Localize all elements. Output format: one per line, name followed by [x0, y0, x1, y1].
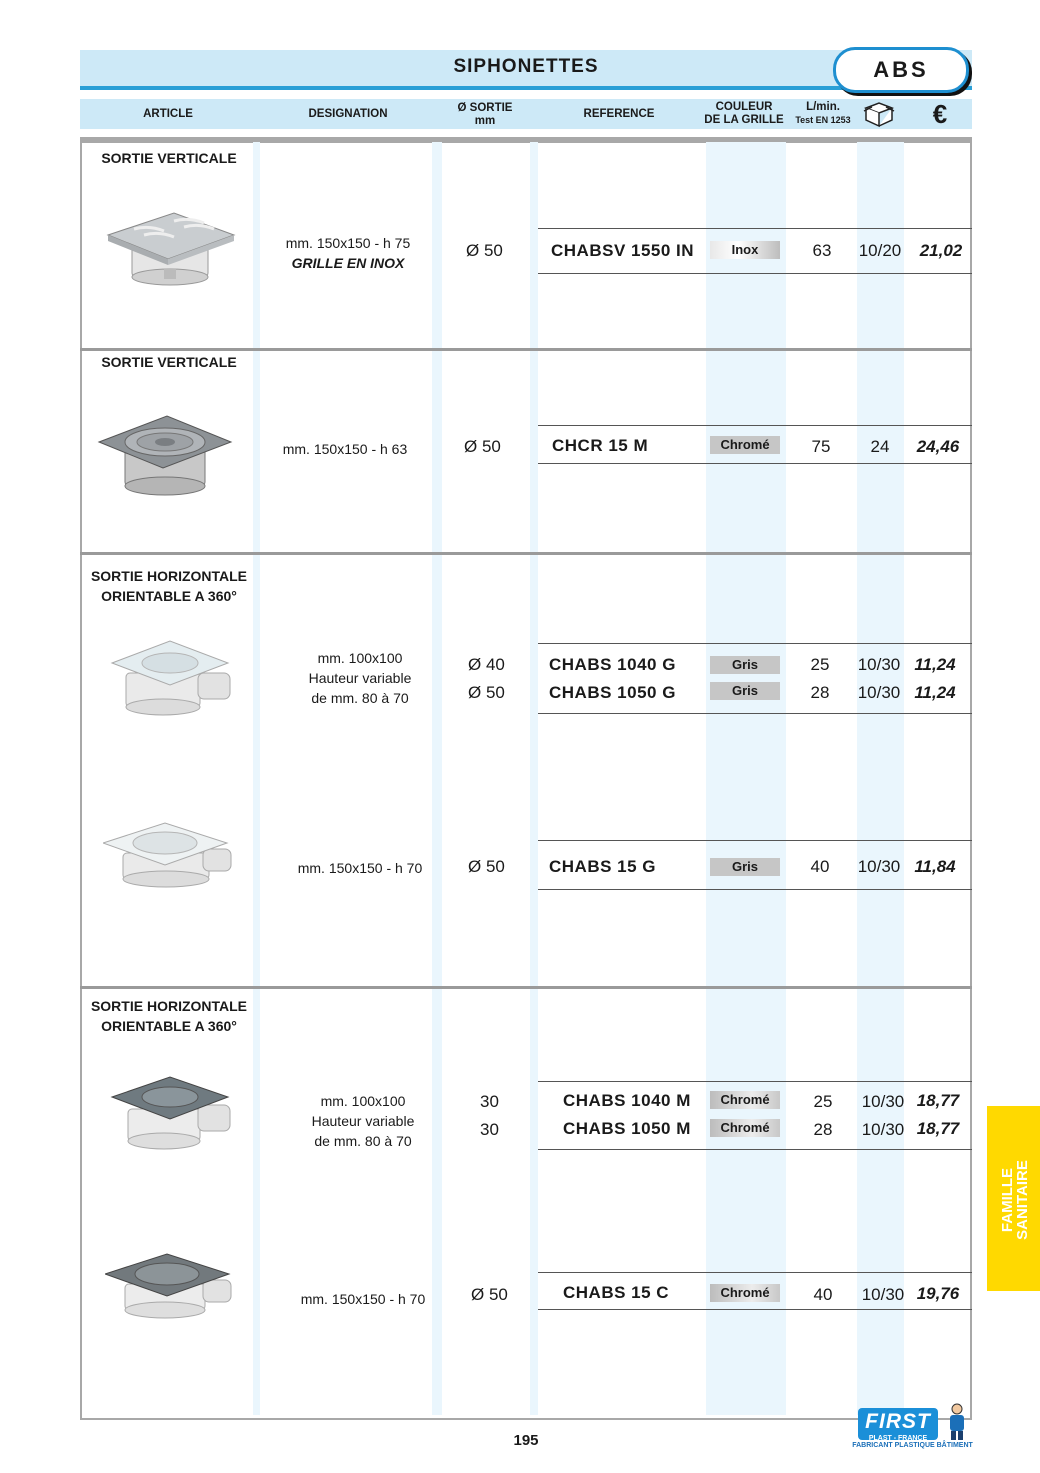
designation — [260, 858, 460, 878]
section-title-line1: SORTIE VERTICALE — [101, 150, 237, 166]
color-badge: Chromé — [710, 1091, 780, 1109]
column-band — [706, 142, 786, 1415]
color-badge: Gris — [710, 656, 780, 674]
flow-value: 40 — [810, 857, 830, 876]
mascot-icon — [944, 1402, 970, 1442]
section-title — [79, 996, 259, 1036]
reference: CHABSV 1550 IN — [551, 241, 695, 260]
designation-line1: mm. 150x150 - h 70 — [300, 1291, 426, 1307]
designation — [263, 1289, 463, 1309]
header-sortie-line1: Ø SORTIE — [457, 102, 513, 114]
product-image-square-drain-chrome — [97, 410, 233, 496]
header-article: ARTICLE — [143, 108, 193, 120]
price: 11,24 — [914, 683, 956, 702]
header-couleur-line1: COULEUR — [715, 101, 773, 113]
row-line — [538, 463, 972, 464]
product-image-horizontal-drain-gris-150 — [103, 821, 233, 891]
qty-value: 10/30 — [861, 1092, 905, 1111]
price: 11,84 — [914, 857, 956, 876]
designation-line1: mm. 150x150 - h 63 — [282, 441, 408, 457]
sortie-value: Ø 50 — [471, 1285, 508, 1304]
page-number: 195 — [513, 1432, 539, 1449]
designation-line1: mm. 150x150 - h 70 — [297, 860, 423, 876]
designation — [260, 648, 460, 708]
product-image-square-drain-inox — [104, 205, 236, 287]
reference: CHABS 15 G — [549, 857, 657, 876]
column-band — [253, 142, 260, 1415]
side-tab-line1: FAMILLE — [999, 1167, 1016, 1233]
qty-value: 10/30 — [857, 857, 901, 876]
product-image-horizontal-drain-chrome — [110, 1075, 234, 1151]
row-line — [538, 643, 972, 644]
price: 21,02 — [919, 241, 963, 260]
reference: CHABS 1050 G — [549, 683, 676, 702]
flow-value: 63 — [812, 241, 832, 260]
header-lmin — [788, 101, 858, 127]
price: 11,24 — [914, 655, 956, 674]
header-sortie-line2: mm — [474, 115, 496, 127]
row-line — [538, 1272, 972, 1273]
side-tab-label — [1000, 1157, 1030, 1243]
reference: CHABS 15 C — [563, 1283, 670, 1302]
row-line — [538, 228, 972, 229]
side-tab-line2: SANITAIRE — [1014, 1160, 1031, 1240]
row-line — [538, 1309, 972, 1310]
designation — [245, 439, 445, 459]
euro-icon: € — [932, 99, 948, 129]
flow-value: 25 — [810, 655, 830, 674]
flow-value: 75 — [811, 437, 831, 456]
header-sortie — [445, 102, 525, 128]
product-image-horizontal-drain-gris — [110, 637, 234, 717]
reference: CHCR 15 M — [552, 436, 649, 455]
sortie-value: Ø 50 — [466, 241, 503, 260]
designation-line3: de mm. 80 à 70 — [311, 690, 409, 706]
sortie-value: Ø 50 — [468, 857, 505, 876]
color-badge: Chromé — [710, 1284, 780, 1302]
qty-value: 10/30 — [857, 655, 901, 674]
section-title — [79, 566, 259, 606]
section-title-line1: SORTIE HORIZONTALE — [90, 568, 248, 584]
flow-value: 40 — [813, 1285, 833, 1304]
qty-value: 10/20 — [858, 241, 902, 260]
column-band — [530, 142, 538, 1415]
column-band — [432, 142, 442, 1415]
sortie-value: Ø 50 — [468, 683, 505, 702]
header-couleur — [694, 101, 794, 127]
product-table — [80, 137, 972, 1420]
sortie-value: 30 — [480, 1120, 499, 1139]
row-line — [538, 1081, 972, 1082]
flow-value: 28 — [813, 1120, 833, 1139]
brand-tagline: FABRICANT PLASTIQUE BÂTIMENT — [852, 1442, 973, 1449]
price: 24,46 — [916, 437, 960, 456]
brand-logo-sub: PLAST - FRANCE — [868, 1435, 928, 1442]
header-lmin-line2: Test EN 1253 — [795, 115, 851, 125]
abs-badge: ABS — [833, 47, 969, 93]
reference: CHABS 1040 G — [549, 655, 676, 674]
section-title-line2: ORIENTABLE A 360° — [101, 1018, 237, 1034]
color-badge: Inox — [710, 241, 780, 259]
designation-line2: Hauteur variable — [308, 670, 412, 686]
color-badge: Gris — [710, 858, 780, 876]
section-separator — [80, 986, 972, 989]
qty-value: 10/30 — [857, 683, 901, 702]
designation — [248, 233, 448, 273]
box-icon — [862, 100, 896, 132]
designation-line1: mm. 100x100 — [317, 650, 403, 666]
row-line — [538, 1149, 972, 1150]
color-badge: Chromé — [710, 1119, 780, 1137]
section-title — [79, 148, 259, 168]
header-couleur-line2: DE LA GRILLE — [704, 114, 784, 126]
page-title: SIPHONETTES — [453, 56, 599, 77]
designation-line2: Hauteur variable — [311, 1113, 415, 1129]
sortie-value: Ø 40 — [468, 655, 505, 674]
section-title — [79, 352, 259, 372]
reference: CHABS 1050 M — [563, 1119, 691, 1138]
qty-value: 10/30 — [861, 1285, 905, 1304]
section-separator — [80, 552, 972, 555]
product-image-horizontal-drain-chrome-150 — [105, 1252, 233, 1322]
column-band — [857, 142, 904, 1415]
row-line — [538, 425, 972, 426]
header-designation: DESIGNATION — [308, 108, 388, 120]
reference: CHABS 1040 M — [563, 1091, 691, 1110]
color-badge: Chromé — [710, 436, 780, 454]
section-title-line1: SORTIE HORIZONTALE — [90, 998, 248, 1014]
header-reference: REFERENCE — [583, 108, 655, 120]
designation-line1: mm. 100x100 — [320, 1093, 406, 1109]
color-badge: Gris — [710, 682, 780, 700]
table-header — [80, 99, 972, 129]
section-separator — [80, 348, 972, 351]
row-line — [538, 889, 972, 890]
flow-value: 28 — [810, 683, 830, 702]
designation-line3: de mm. 80 à 70 — [314, 1133, 412, 1149]
price: 19,76 — [916, 1284, 960, 1303]
qty-value: 10/30 — [861, 1120, 905, 1139]
brand-logo-name: FIRST — [865, 1410, 931, 1433]
section-title-line1: SORTIE VERTICALE — [101, 354, 237, 370]
row-line — [538, 713, 972, 714]
qty-value: 24 — [870, 437, 890, 456]
flow-value: 25 — [813, 1092, 833, 1111]
row-line — [538, 840, 972, 841]
price: 18,77 — [916, 1119, 960, 1138]
designation — [263, 1091, 463, 1151]
designation-line2: GRILLE EN INOX — [291, 255, 405, 271]
sortie-value: 30 — [480, 1092, 499, 1111]
designation-line1: mm. 150x150 - h 75 — [285, 235, 411, 251]
price: 18,77 — [916, 1091, 960, 1110]
section-title-line2: ORIENTABLE A 360° — [101, 588, 237, 604]
header-lmin-line1: L/min. — [806, 101, 840, 113]
row-line — [538, 273, 972, 274]
sortie-value: Ø 50 — [464, 437, 501, 456]
